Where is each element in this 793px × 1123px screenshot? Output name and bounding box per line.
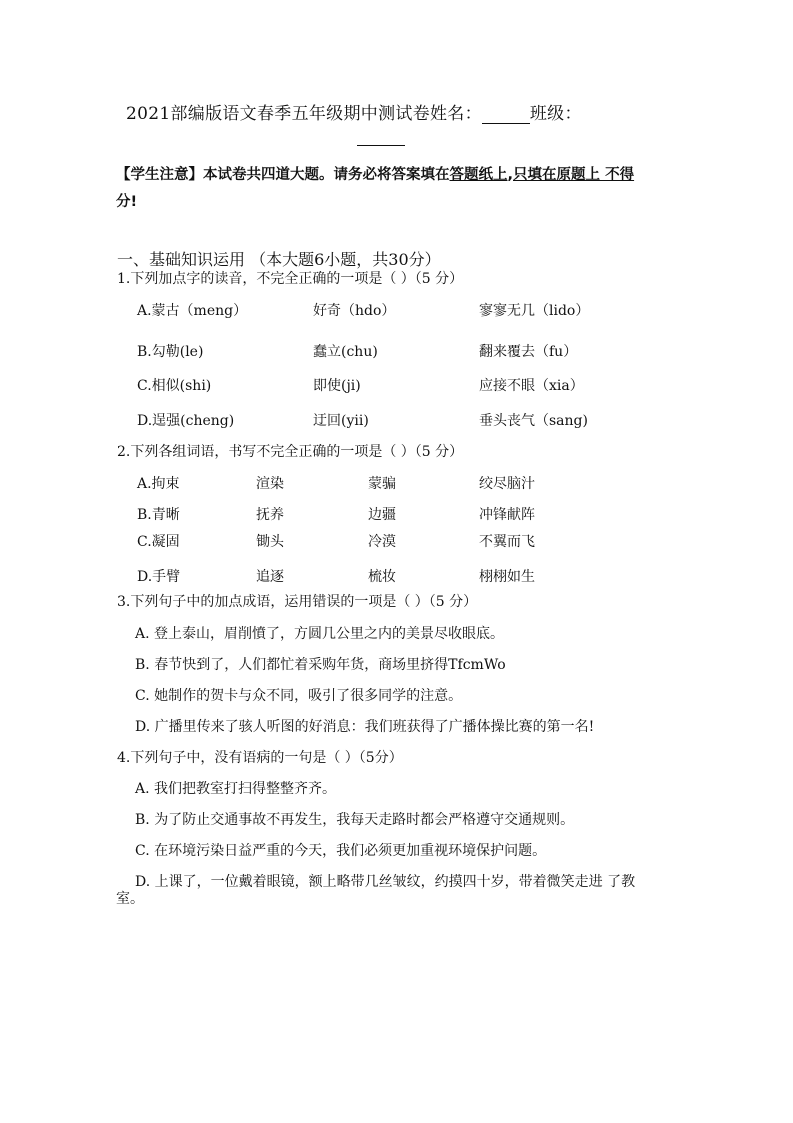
q2-option-a-3: 蒙骗 — [368, 476, 396, 492]
q2-option-b-4: 冲锋献阵 — [479, 507, 535, 523]
notice-comma: , — [507, 167, 514, 183]
q1-option-d-3: 垂头丧气（sang) — [479, 413, 588, 429]
q2-option-a-1: A.拘束 — [137, 476, 180, 492]
q1-option-c-2: 即使(ji) — [313, 378, 361, 394]
notice-label: 【学生注意】 — [116, 167, 203, 183]
q1-option-c-3: 应接不眼（xia） — [479, 378, 584, 394]
notice-text: 本试卷共四道大题。请务必将答案填在 — [203, 167, 450, 183]
q2-option-a-2: 渲染 — [256, 476, 284, 492]
q2-option-d-2: 追逐 — [256, 569, 284, 585]
q2-option-a-4: 绞尽脑汁 — [479, 476, 535, 492]
q4-option-c: C. 在环境污染日益严重的今天，我们必须更加重视环境保护问题。 — [135, 843, 547, 859]
q4-option-d: D. 上课了，一位戴着眼镜，额上略带几丝皱纹，约摸四十岁，带着微笑走进 了教 — [135, 874, 636, 890]
q2-option-c-3: 冷漠 — [368, 534, 396, 550]
q1-option-a-1: A.蒙古（meng） — [137, 303, 248, 319]
notice-original: 只填在原题上 不得 — [513, 167, 635, 183]
q4-option-b: B. 为了防止交通事故不再发生，我每天走路时都会严格遵守交通规则。 — [135, 812, 575, 828]
q2-option-d-3: 梳妆 — [368, 569, 396, 585]
q2-option-c-2: 锄头 — [256, 534, 284, 550]
q3-option-c: C. 她制作的贺卡与众不同，吸引了很多同学的注意。 — [135, 688, 463, 704]
page-title — [126, 99, 582, 124]
question-1-stem: 1.下列加点字的读音，不完全正确的一项是（ ）（5 分） — [117, 271, 464, 287]
q1-option-b-1: B.勾勒(le) — [137, 344, 204, 360]
q1-option-b-3: 翻来覆去（fu） — [479, 344, 578, 360]
q1-option-a-2: 好奇（hdo） — [313, 303, 396, 319]
q3-option-a: A. 登上泰山，眉削憤了，方圆几公里之内的美景尽收眼底。 — [135, 626, 505, 642]
question-3-stem: 3.下列句子中的加点成语，运用错误的一项是（ ）（5 分） — [117, 594, 478, 610]
q1-option-b-2: 蠢立(chu) — [313, 344, 378, 360]
q2-option-b-1: B.青晰 — [137, 507, 180, 523]
question-2-stem: 2.下列各组词语，书写不完全正确的一项是（ ）（5 分） — [117, 444, 464, 460]
q4-option-d-cont: 室。 — [116, 891, 144, 907]
class-label: 班级： — [529, 104, 582, 124]
exam-title: 2021部编版语文春季五年级期中测试卷姓名： — [126, 104, 482, 124]
question-4-stem: 4.下列句子中，没有语病的一句是（ ）（5分） — [117, 750, 403, 766]
q1-option-c-1: C.相似(shi) — [137, 378, 212, 394]
q3-option-b: B. 春节快到了，人们都忙着采购年货，商场里挤得TfcmWo — [135, 657, 506, 673]
q2-option-b-3: 边疆 — [368, 507, 396, 523]
student-notice — [116, 163, 634, 184]
q1-option-d-1: D.逞强(cheng) — [137, 413, 235, 429]
q2-option-c-1: C.凝固 — [137, 534, 180, 550]
q4-option-a: A. 我们把教室打扫得整整齐齐。 — [135, 781, 337, 797]
section-heading: 一、基础知识运用 （本大题6小题，共30分） — [117, 250, 441, 269]
q2-option-d-1: D.手臂 — [137, 569, 181, 585]
q2-option-d-4: 栩栩如生 — [479, 569, 535, 585]
notice-line2: 分! — [116, 194, 138, 210]
notice-answer-sheet: 答题纸上 — [449, 167, 508, 183]
q2-option-c-4: 不翼而飞 — [479, 534, 535, 550]
class-blank[interactable] — [357, 145, 405, 146]
name-blank[interactable] — [482, 106, 530, 124]
q2-option-b-2: 抚养 — [256, 507, 284, 523]
q1-option-a-3: 寥寥无几（lido） — [479, 303, 590, 319]
q1-option-d-2: 迂回(yii) — [313, 413, 369, 429]
q3-option-d: D. 广播里传来了骇人听图的好消息：我们班获得了广播体操比赛的第一名! — [135, 719, 595, 735]
